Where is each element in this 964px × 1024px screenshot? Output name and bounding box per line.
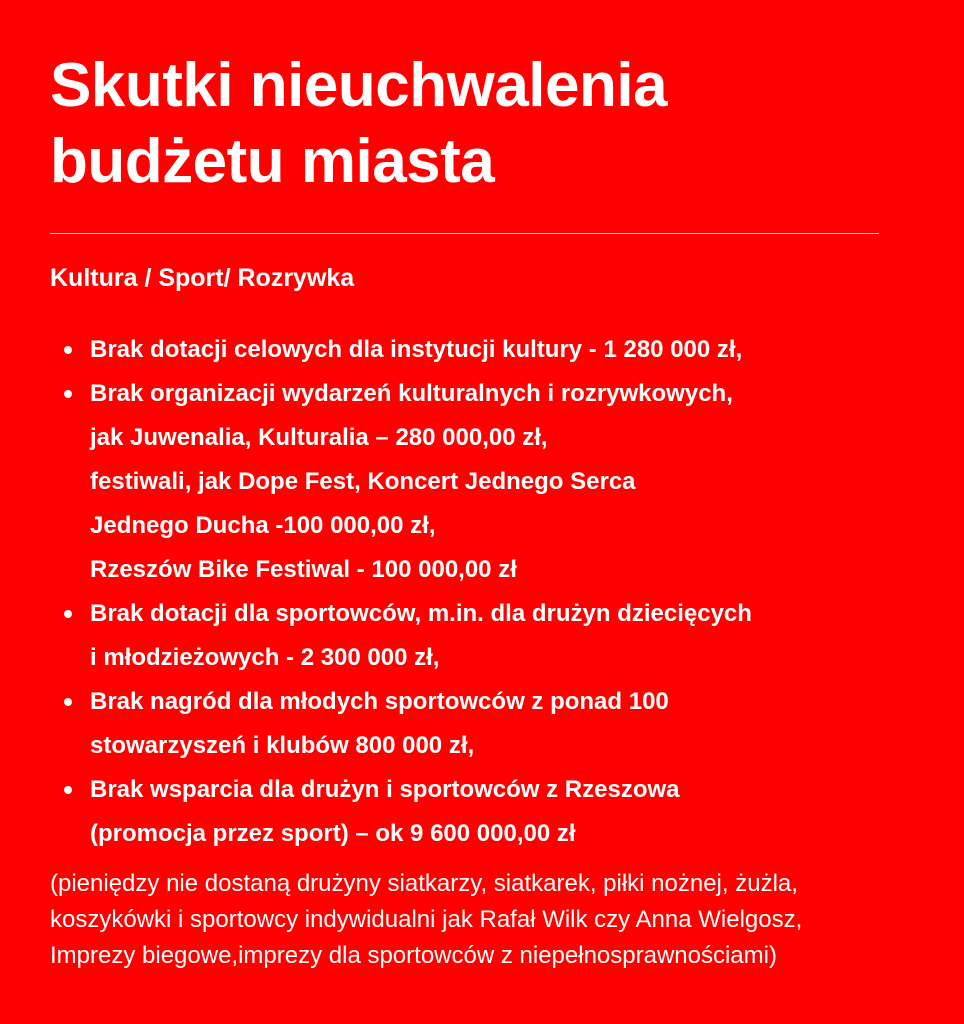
list-item <box>64 592 854 680</box>
list-item <box>64 328 854 372</box>
bullet-icon <box>64 786 72 794</box>
list-item-line: Brak wsparcia dla drużyn i sportowców z Rzeszowa <box>90 776 680 803</box>
list-item-line: Jednego Ducha -100 000,00 zł, <box>90 512 436 539</box>
page-title <box>50 48 880 200</box>
list-item-line: stowarzyszeń i klubów 800 000 zł, <box>90 732 475 759</box>
list-item-line: Rzeszów Bike Festiwal - 100 000,00 zł <box>90 556 517 583</box>
list-item-line: Brak organizacji wydarzeń kulturalnych i rozrywkowych, <box>90 380 733 407</box>
bullet-icon <box>64 346 72 354</box>
list-item <box>64 768 854 856</box>
note-text <box>50 866 940 974</box>
list-item-line: jak Juwenalia, Kulturalia – 280 000,00 zł, <box>90 424 548 451</box>
list-item-line: Brak nagród dla młodych sportowców z ponad 100 <box>90 688 669 715</box>
list-item-line: Brak dotacji dla sportowców, m.in. dla drużyn dziecięcych <box>90 600 752 627</box>
bullet-icon <box>64 698 72 706</box>
consequences-list <box>64 328 854 856</box>
title-line: Skutki nieuchwalenia <box>50 51 668 120</box>
note-line: koszykówki i sportowcy indywidualni jak Rafał Wilk czy Anna Wielgosz, <box>50 906 803 933</box>
list-item <box>64 372 854 592</box>
list-item-line: Brak dotacji celowych dla instytucji kultury - 1 280 000 zł, <box>90 336 743 363</box>
list-item <box>64 680 854 768</box>
note-line: (pieniędzy nie dostaną drużyny siatkarzy, siatkarek, piłki nożnej, żużla, <box>50 870 798 897</box>
bullet-icon <box>64 610 72 618</box>
list-item-line: i młodzieżowych - 2 300 000 zł, <box>90 644 440 671</box>
note-line: Imprezy biegowe,imprezy dla sportowców z niepełnosprawnościami) <box>50 942 777 969</box>
list-item-line: (promocja przez sport) – ok 9 600 000,00 zł <box>90 820 576 847</box>
title-line: budżetu miasta <box>50 127 495 196</box>
list-item-line: festiwali, jak Dope Fest, Koncert Jednego Serca <box>90 468 636 495</box>
bullet-icon <box>64 390 72 398</box>
section-title: Kultura / Sport/ Rozrywka <box>50 264 355 292</box>
section-divider <box>50 233 879 234</box>
